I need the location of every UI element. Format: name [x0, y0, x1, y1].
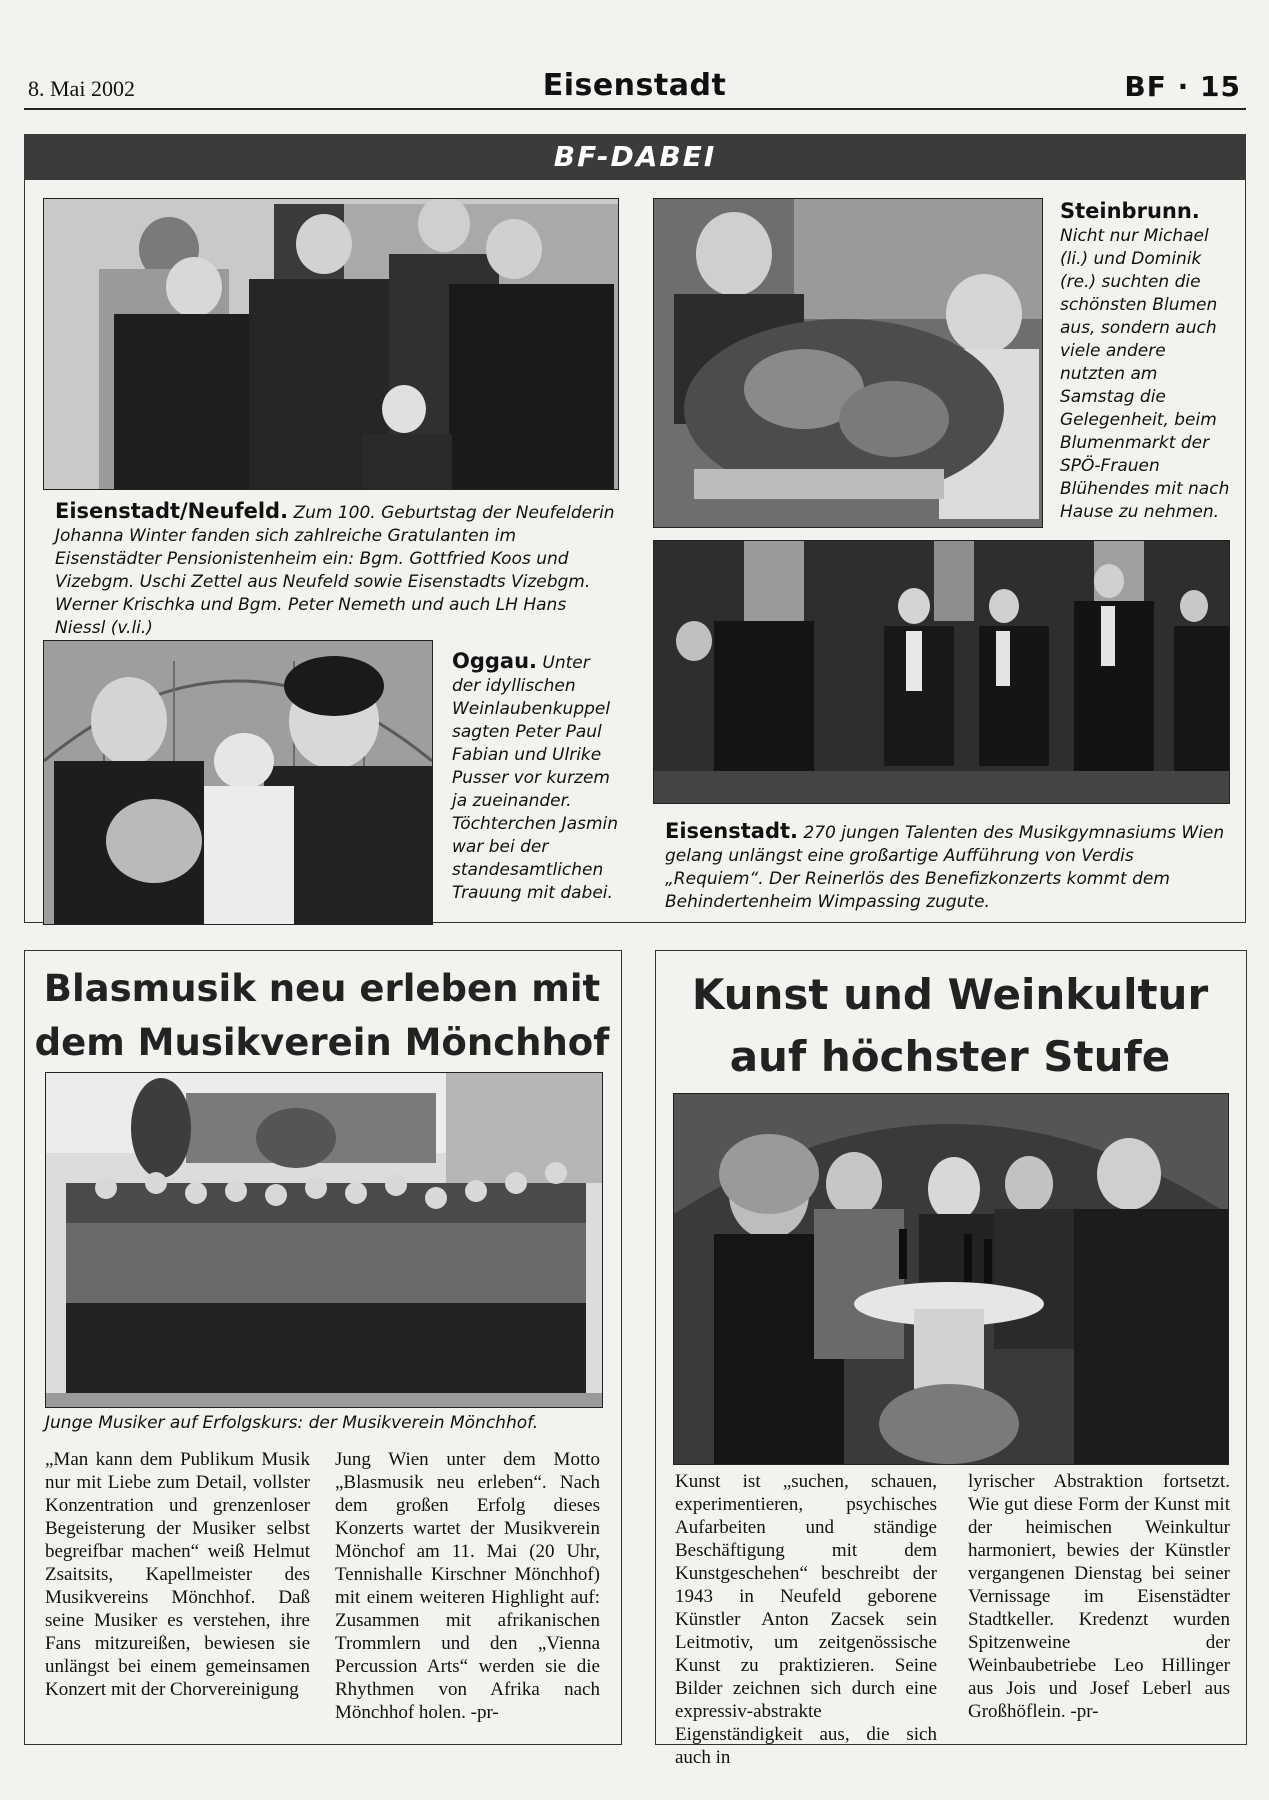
page-number: BF · 15 [1124, 70, 1241, 103]
caption-oggau-text: Unter der idyllischen Weinlaubenkuppel sagten Peter Paul Fabian und Ulrike Pusser vor kurzem ja zueinander. Töchterchen Jasmin war bei der standesamtlichen Trauung mit dabei. [452, 653, 619, 903]
page-title: Eisenstadt [542, 68, 727, 103]
photo-oggau-wedding [43, 640, 433, 925]
caption-oggau [452, 650, 622, 905]
article-kunst-col2: lyrischer Abstraktion fortsetzt. Wie gut diese Form der Kunst mit der heimischen Weinkultur harmoniert, bewies der Künstler vergangenen Dienstag bei seiner Vernissage im Eisenstädter Stadtkeller. Kredenzt wurden Spitzenweine der Weinbaubetriebe Leo Hillinger aus Jois und Josef Leberl aus Großhöflein. -pr- [968, 1471, 1230, 1722]
caption-oggau-place: Oggau. [452, 649, 538, 673]
photo-neufeld-group [43, 198, 619, 490]
article-kunst-col1: Kunst ist „suchen, schauen, experimentieren, psychisches Aufarbeiten und ständige Beschäftigung mit dem Kunstgeschehen“ beschreibt der 1943 in Neufeld geborene Künstler Anton Zacsek sein Leitmotiv, um zeitgenössische Kunst zu praktizieren. Seine Bilder zeichnen sich durch eine expressiv-abstrakte Eigenständigkeit aus, die sich auch in [675, 1471, 937, 1768]
photo-eisenstadt-concert [653, 540, 1230, 804]
article-blasmusik-headline-line2: dem Musikverein Mönchhof [34, 1021, 610, 1064]
header-divider [24, 108, 1246, 110]
photo-musikverein-caption: Junge Musiker auf Erfolgskurs: der Musikverein Mönchhof. [45, 1413, 539, 1433]
issue-date: 8. Mai 2002 [28, 76, 135, 101]
article-blasmusik-col1: „Man kann dem Publikum Musik nur mit Liebe zum Detail, vollster Konzentration und grenzenloser Begeisterung der Musiker selbst begreifbar machen“ weiß Helmut Zsaitsits, Kapellmeister des Musikvereins Mönchhof. Daß seine Musiker es verstehen, ihre Fans mitzureißen, bewiesen sie unlängst bei einem gemeinsamen Konzert mit der Chorvereinigung [45, 1449, 310, 1700]
article-kunst-headline [660, 964, 1240, 1088]
photo-musikverein-moenchhof [45, 1072, 603, 1408]
article-kunst-headline-line1: Kunst und Weinkultur [691, 970, 1209, 1019]
caption-neufeld-text: Zum 100. Geburtstag der Neufelderin Johanna Winter fanden sich zahlreiche Gratulanten im Eisenstädter Pensionistenheim ein: Bgm. Gottfried Koos und Vizebgm. Uschi Zettel aus Neufeld sowie Eisenstadts Vizebgm. Werner Krischka und Bgm. Peter Nemeth und auch LH Hans Niessl (v.li.) [55, 503, 615, 638]
section-title: BF-DABEI [24, 134, 1246, 180]
caption-eisenstadt [665, 820, 1225, 914]
photo-vernissage-stadtkeller [673, 1093, 1229, 1465]
caption-steinbrunn-place: Steinbrunn. [1060, 199, 1200, 223]
caption-steinbrunn-text: Nicht nur Michael (li.) und Dominik (re.) suchten die schönsten Blumen aus, sondern auch viele andere nutzten am Samstag die Gelegenheit, beim Blumenmarkt der SPÖ-Frauen Blühendes mit nach Hause zu nehmen. [1060, 226, 1230, 522]
caption-eisenstadt-place: Eisenstadt. [665, 819, 798, 843]
article-blasmusik-col2: Jung Wien unter dem Motto „Blasmusik neu erleben“. Nach dem großen Erfolg dieses Konzerts wartet der Musikverein Mönchof am 11. Mai (20 Uhr, Tennishalle Kirschner Mönchhof) mit einem weiteren Highlight auf: Zusammen mit afrikanischen Trommlern und den „Vienna Percussion Arts“ werden sie die Rhythmen von Afrika nach Mönchhof holen. -pr- [335, 1449, 600, 1723]
article-blasmusik-headline-line1: Blasmusik neu erleben mit [43, 967, 601, 1010]
caption-steinbrunn [1060, 200, 1235, 524]
photo-steinbrunn-kids [653, 198, 1043, 528]
caption-neufeld [55, 500, 615, 640]
caption-neufeld-place: Eisenstadt/Neufeld. [55, 499, 289, 523]
article-kunst-headline-line2: auf höchster Stufe [729, 1032, 1171, 1081]
caption-eisenstadt-text: 270 jungen Talenten des Musikgymnasiums Wien gelang unlängst eine großartige Aufführung von Verdis „Requiem“. Der Reinerlös des Benefizkonzerts kommt dem Behindertenheim Wimpassing zugute. [665, 823, 1225, 912]
article-blasmusik-headline [30, 962, 614, 1070]
